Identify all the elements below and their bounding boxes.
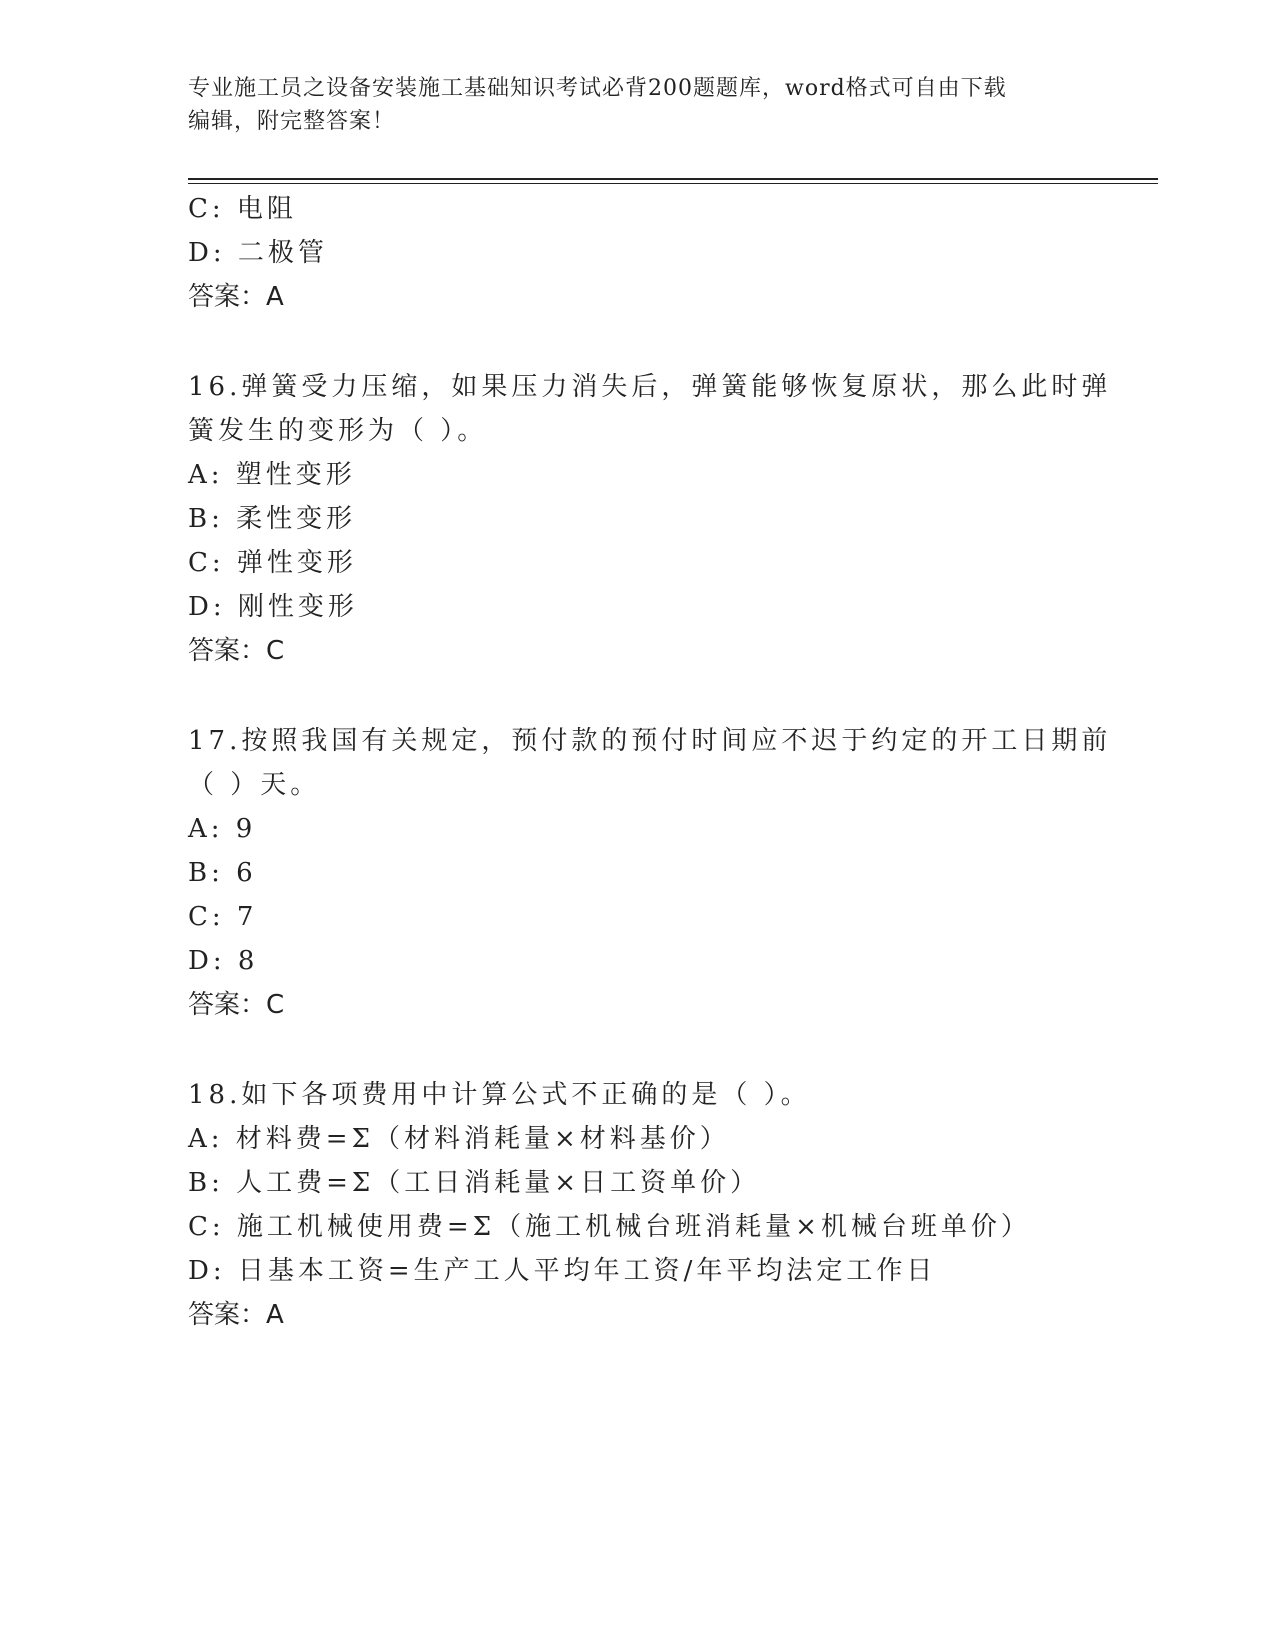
q18-answer: 答案：A [188, 1300, 284, 1330]
header-rule-thin [188, 183, 1158, 184]
header-line-1: 专业施工员之设备安装施工基础知识考试必背200题题库，word格式可自由下载 [188, 76, 1007, 101]
q18-option-b: B: 人工费=Σ（工日消耗量×日工资单价） [188, 1168, 761, 1198]
q16-answer: 答案：C [188, 636, 285, 666]
q17-option-d: D: 8 [188, 946, 259, 976]
q16-option-d: D: 刚性变形 [188, 592, 358, 622]
q17-answer: 答案：C [188, 990, 285, 1020]
q15-option-c: C: 电阻 [188, 194, 297, 224]
q16-option-c: C: 弹性变形 [188, 548, 357, 578]
q18-option-d: D: 日基本工资=生产工人平均年工资/年平均法定工作日 [188, 1256, 937, 1286]
q16-stem-line-1: 16.弹簧受力压缩，如果压力消失后，弹簧能够恢复原状，那么此时弹 [188, 372, 1112, 402]
q16-stem-line-2: 簧发生的变形为（ ）。 [188, 416, 488, 446]
document-header [188, 72, 1088, 138]
q17-option-c: C: 7 [188, 902, 258, 932]
q16-option-b: B: 柔性变形 [188, 504, 357, 534]
q15-answer: 答案：A [188, 282, 284, 312]
q17-stem-line-1: 17.按照我国有关规定，预付款的预付时间应不迟于约定的开工日期前 [188, 726, 1112, 756]
q18-stem-line-1: 18.如下各项费用中计算公式不正确的是（ ）。 [188, 1080, 811, 1110]
q16-option-a: A: 塑性变形 [188, 460, 356, 490]
q17-stem-line-2: （ ）天。 [188, 770, 321, 800]
q18-option-c: C: 施工机械使用费=Σ（施工机械台班消耗量×机械台班单价） [188, 1212, 1031, 1242]
q18-option-a: A: 材料费=Σ（材料消耗量×材料基价） [188, 1124, 730, 1154]
header-rule-thick [188, 178, 1158, 180]
header-line-2: 编辑，附完整答案！ [188, 109, 396, 134]
q17-option-b: B: 6 [188, 858, 257, 888]
q17-option-a: A: 9 [188, 814, 257, 844]
q15-option-d: D: 二极管 [188, 238, 328, 268]
